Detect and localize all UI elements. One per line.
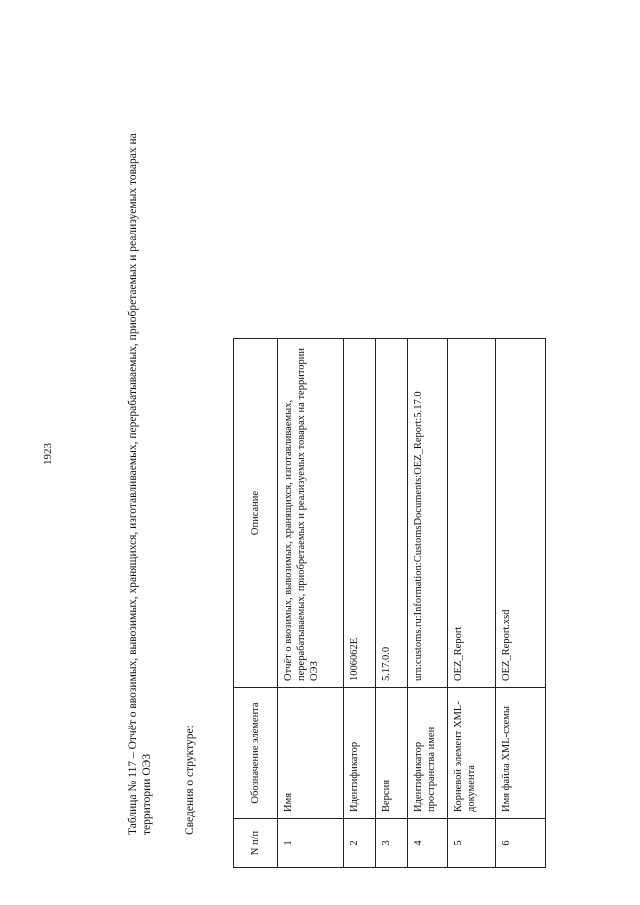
row-num: 5 (448, 819, 496, 868)
header-num: N п/п (234, 819, 278, 868)
row-num: 1 (278, 819, 344, 868)
table-row (344, 339, 376, 868)
row-num: 6 (496, 819, 546, 868)
row-description: 5.17.0.0 (376, 339, 408, 688)
row-element: Имя (278, 688, 344, 819)
row-num: 4 (408, 819, 448, 868)
header-element: Обозначение элемента (234, 688, 278, 819)
row-description: OEZ_Report (448, 339, 496, 688)
row-element: Имя файла XML-схемы (496, 688, 546, 819)
structure-table (233, 338, 546, 868)
page-number: 1923 (42, 443, 54, 465)
row-num: 3 (376, 819, 408, 868)
table-header-row (234, 339, 278, 868)
row-description: 1006062E (344, 339, 376, 688)
row-element: Корневой элемент XML-документа (448, 688, 496, 819)
table-row (278, 339, 344, 868)
structure-subcaption: Сведения о структуре: (184, 725, 196, 835)
row-description: Отчёт о ввозимых, вывозимых, хранящихся, изготавливаемых, перерабатываемых, приобретаемых и реализуемых товарах на территории ОЭЗ (278, 339, 344, 688)
table-row (496, 339, 546, 868)
table-caption: Таблица № 117 – Отчёт о ввозимых, вывозимых, хранящихся, изготавливаемых, перерабатываемых, приобретаемых и реализуемых товарах на территории ОЭЗ (127, 133, 153, 835)
table-row (408, 339, 448, 868)
row-description: OEZ_Report.xsd (496, 339, 546, 688)
table-row (376, 339, 408, 868)
row-element: Идентификатор (344, 688, 376, 819)
row-description: urn:customs.ru:Information:CustomsDocuments:OEZ_Report:5.17.0 (408, 339, 448, 688)
row-element: Версия (376, 688, 408, 819)
row-num: 2 (344, 819, 376, 868)
row-element: Идентификатор пространства имен (408, 688, 448, 819)
header-description: Описание (234, 339, 278, 688)
table-row (448, 339, 496, 868)
